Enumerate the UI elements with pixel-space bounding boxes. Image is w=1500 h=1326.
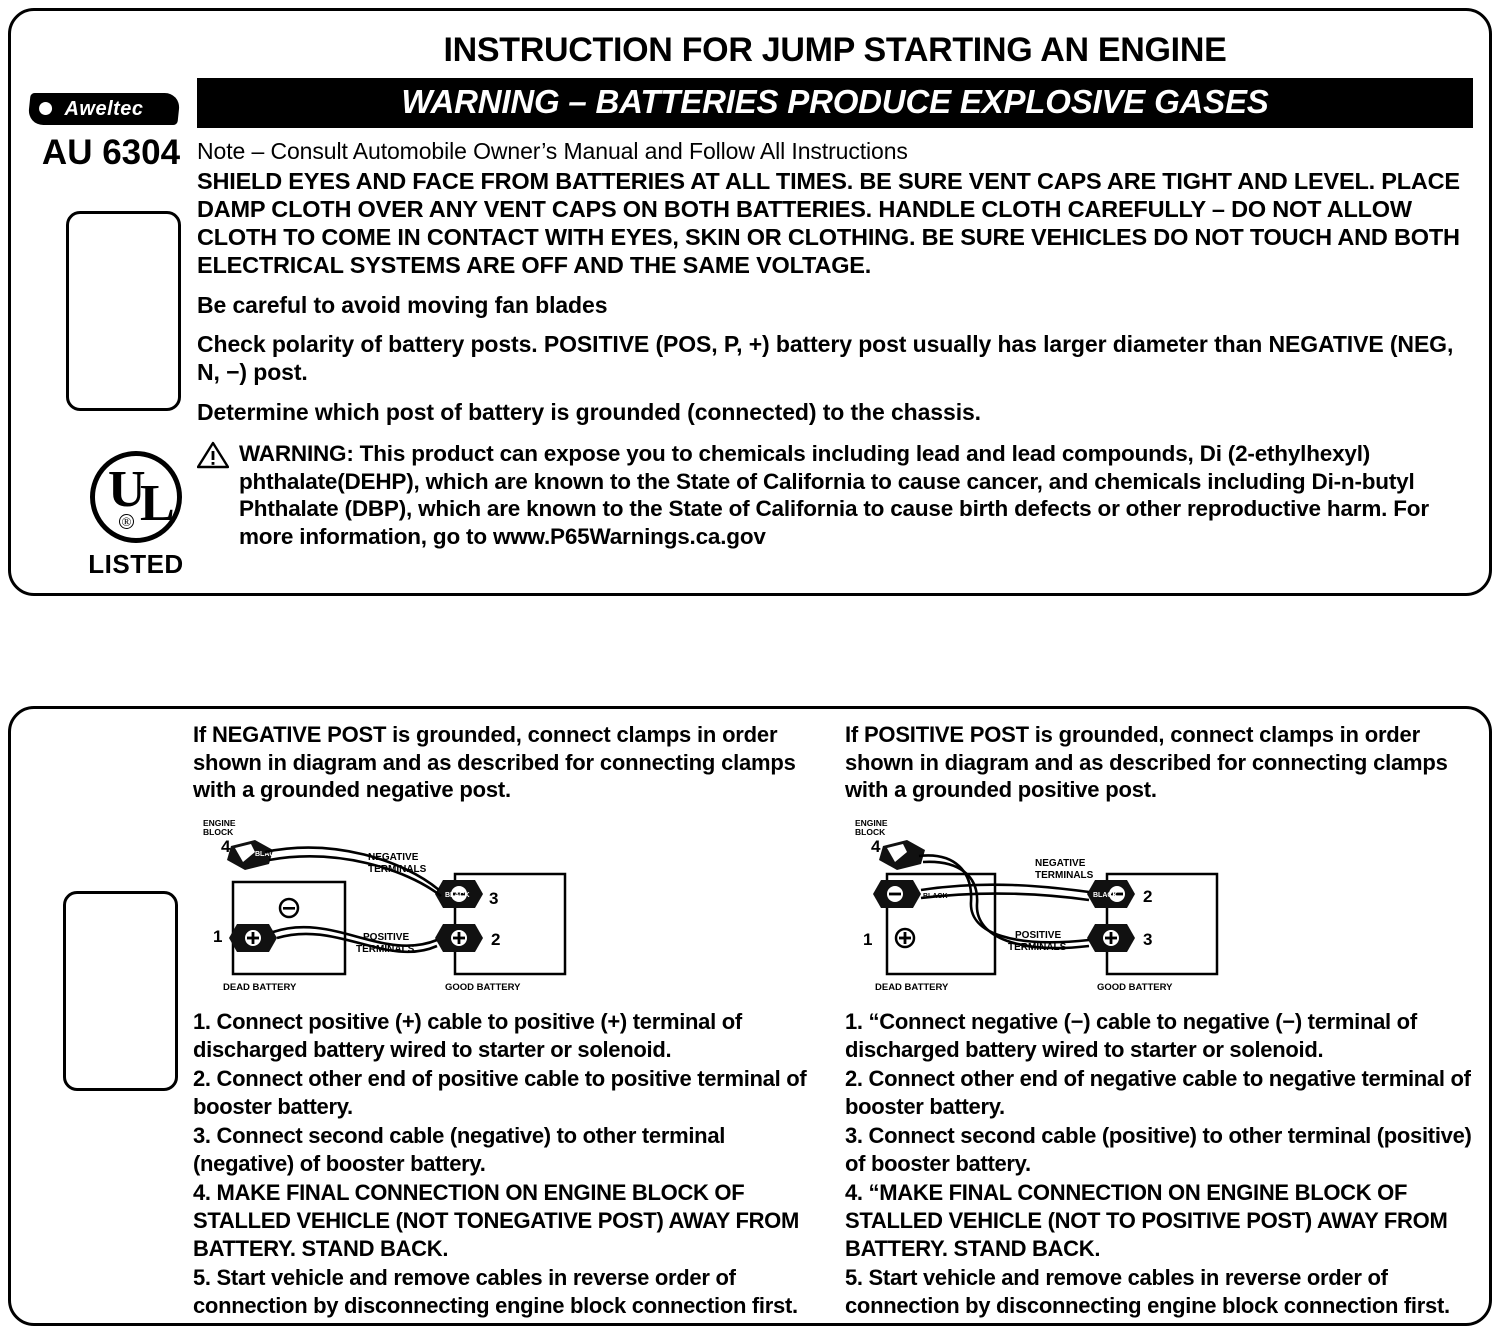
negative-intro-text: If NEGATIVE POST is grounded, connect clamps in order shown in diagram and as described for connecting clamps with a grounded negative post. [193, 722, 796, 803]
safety-caps-block: SHIELD EYES AND FACE FROM BATTERIES AT ALL TIMES. BE SURE VENT CAPS ARE TIGHT AND LEVEL. PLACE DAMP CLOTH OVER ANY VENT CAPS ON BOTH BATTERIES. HANDLE CLOTH CAREFULLY – DO NOT ALLOW CLOTH TO COME IN CONTACT WITH EYES, SKIN OR CLOTHING. BE SURE VEHICLES DO NOT TOUCH AND BOTH ELECTRICAL SYSTEMS ARE OFF AND THE SAME VOLTAGE. [197, 168, 1460, 278]
top-content [197, 25, 1473, 550]
svg-text:NEGATIVE: NEGATIVE [1035, 858, 1086, 870]
ul-letter-u: U [108, 461, 146, 518]
note-line: Note – Consult Automobile Owner’s Manual and Follow All Instructions [197, 138, 908, 164]
ul-letter-l: L [140, 475, 175, 532]
ul-registered-icon: ® [119, 514, 134, 529]
clamp-3-right [1087, 924, 1135, 952]
svg-text:TERMINALS: TERMINALS [368, 864, 427, 876]
svg-text:TERMINALS: TERMINALS [356, 944, 415, 956]
polarity-note: Check polarity of battery posts. POSITIVE (POS, P, +) battery post usually has larger diameter than NEGATIVE (NEG, N, −) post. [197, 331, 1454, 385]
positive-step-3: 3. Connect second cable (positive) to other terminal (positive) of booster battery. [845, 1122, 1472, 1176]
positive-ground-diagram [845, 812, 1479, 997]
clamp-2-left [435, 924, 483, 952]
top-instruction-panel [8, 8, 1492, 596]
positive-step-4: 4. “MAKE FINAL CONNECTION ON ENGINE BLOCK OF STALLED VEHICLE (NOT TO POSITIVE POST) AWAY FROM BATTERY. STAND BACK. [845, 1179, 1448, 1261]
diagram-number-3-right: 3 [1143, 930, 1153, 950]
warning-triangle-icon [197, 441, 229, 469]
svg-text:BLACK: BLACK [445, 892, 470, 900]
svg-text:BLOCK: BLOCK [203, 827, 234, 838]
ul-circle-icon [90, 451, 182, 543]
negative-post-column [193, 721, 827, 1320]
positive-intro-text: If POSITIVE POST is grounded, connect clamps in order shown in diagram and as described for connecting clamps with a grounded positive post. [845, 722, 1448, 803]
page-title: INSTRUCTION FOR JUMP STARTING AN ENGINE [443, 31, 1227, 69]
blank-label-box-top [66, 211, 181, 411]
logo-text: Aweltec [64, 98, 144, 120]
bottom-diagram-panel [8, 706, 1492, 1326]
diagram-number-1-right: 1 [863, 930, 873, 950]
svg-text:BLOCK: BLOCK [855, 827, 886, 838]
svg-text:BLACK: BLACK [1093, 892, 1118, 900]
negative-step-3: 3. Connect second cable (negative) to other terminal (negative) of booster battery. [193, 1122, 726, 1176]
positive-step-2: 2. Connect other end of negative cable to negative terminal of booster battery. [845, 1066, 1471, 1119]
svg-text:TERMINALS: TERMINALS [1035, 870, 1094, 882]
svg-text:DEAD BATTERY: DEAD BATTERY [223, 982, 297, 994]
svg-text:NEGATIVE: NEGATIVE [368, 852, 419, 864]
fan-blades-note: Be careful to avoid moving fan blades [197, 291, 608, 318]
prop65-warning [197, 440, 1473, 550]
blank-label-box-bottom [63, 891, 178, 1091]
diagram-number-4-left: 4 [221, 837, 231, 857]
positive-post-column [845, 721, 1479, 1320]
brand-column [21, 21, 193, 581]
ul-listed-mark [81, 451, 191, 580]
svg-text:DEAD BATTERY: DEAD BATTERY [875, 982, 949, 994]
clamp-neg-right [873, 880, 948, 908]
diagram-number-2-left: 2 [491, 930, 501, 950]
positive-step-5: 5. Start vehicle and remove cables in reverse order of connection by disconnecting engine block connection first. [845, 1264, 1450, 1318]
svg-text:GOOD BATTERY: GOOD BATTERY [445, 982, 521, 994]
grounded-post-note: Determine which post of battery is grounded (connected) to the chassis. [197, 398, 981, 425]
svg-text:BLACK: BLACK [923, 893, 948, 901]
svg-text:BLACK: BLACK [255, 851, 280, 859]
svg-text:POSITIVE: POSITIVE [363, 932, 410, 944]
diagram-number-1-left: 1 [213, 927, 223, 947]
diagram-number-3-left: 3 [489, 889, 499, 909]
warning-banner: WARNING – BATTERIES PRODUCE EXPLOSIVE GASES [197, 78, 1473, 128]
clamp-3-left [435, 880, 483, 908]
clamp-2-right [1087, 880, 1135, 908]
positive-step-1: 1. “Connect negative (−) cable to negative (−) terminal of discharged battery wired to starter or solenoid. [845, 1009, 1417, 1063]
negative-step-5: 5. Start vehicle and remove cables in reverse order of connection by disconnecting engine block connection first. [193, 1264, 798, 1318]
negative-ground-diagram [193, 812, 827, 997]
aweltec-logo [27, 93, 180, 125]
ul-listed-label: LISTED [88, 549, 184, 579]
model-number: AU 6304 [41, 133, 181, 172]
engine-block-label-left: ENGINE [203, 818, 236, 829]
engine-block-label-right: ENGINE [855, 818, 888, 829]
instruction-columns [193, 721, 1479, 1320]
positive-steps [845, 1008, 1479, 1319]
diagram-number-4-right: 4 [871, 837, 881, 857]
prop65-text: WARNING: This product can expose you to chemicals including lead and lead compounds, Di (2-ethylhexyl) phthalate(DEHP), which are known to the State of California to cause cancer, and chemicals including Di-n-butyl Phthalate (DBP), which are known to the State of California to cause birth defects or other reproductive harm. For more information, go to www.P65Warnings.ca.gov [239, 441, 1429, 549]
svg-text:GOOD BATTERY: GOOD BATTERY [1097, 982, 1173, 994]
negative-step-4: 4. MAKE FINAL CONNECTION ON ENGINE BLOCK OF STALLED VEHICLE (NOT TONEGATIVE POST) AWAY FROM BATTERY. STAND BACK. [193, 1179, 800, 1261]
clamp-1-left [229, 924, 277, 952]
negative-step-1: 1. Connect positive (+) cable to positive (+) terminal of discharged battery wired to starter or solenoid. [193, 1009, 742, 1063]
negative-step-2: 2. Connect other end of positive cable to positive terminal of booster battery. [193, 1066, 807, 1119]
svg-text:POSITIVE: POSITIVE [1015, 930, 1062, 942]
svg-text:TERMINALS: TERMINALS [1008, 942, 1067, 954]
diagram-number-2-right: 2 [1143, 887, 1153, 907]
negative-steps [193, 1008, 827, 1319]
